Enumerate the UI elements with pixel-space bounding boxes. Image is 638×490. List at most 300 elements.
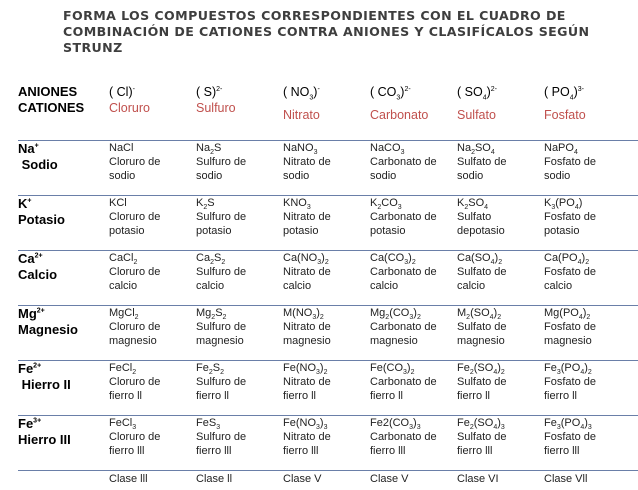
compound-formula: [196, 141, 283, 155]
formula-part: ): [407, 362, 411, 374]
cation-name: Magnesio: [18, 322, 109, 338]
formula-part: SO: [468, 197, 484, 209]
formula-part: ): [497, 362, 501, 374]
compound-cell: [109, 251, 196, 306]
cation-symbol-line: [18, 196, 109, 212]
formula-subscript: 3: [316, 369, 320, 376]
anion-formula-text: ( CO: [370, 85, 396, 99]
cation-row: [18, 416, 638, 471]
cation-name: Hierro II: [18, 377, 109, 393]
anion-name: Nitrato: [283, 107, 370, 123]
formula-subscript: 2: [385, 314, 389, 321]
compound-name-line-2: magnesio: [109, 334, 196, 348]
compound-formula: [544, 196, 638, 210]
compound-formula: [283, 196, 370, 210]
strunz-class: Clase V: [283, 471, 370, 490]
compound-name-line-1: Nitrato de: [283, 210, 370, 224]
compound-name-line-2: sodio: [457, 169, 544, 183]
compound-name-line-1: Cloruro de: [109, 430, 196, 444]
compound-name-line-1: Nitrato de: [283, 265, 370, 279]
compound-cell: [544, 361, 638, 416]
formula-subscript: 3: [316, 424, 320, 431]
compound-name-line-2: fierro lll: [109, 444, 196, 458]
anion-header: [109, 84, 196, 141]
compound-name-line-1: Cloruro de: [109, 320, 196, 334]
compound-formula: [109, 251, 196, 265]
compound-cell: [283, 196, 370, 251]
compound-name-line-2: sodio: [544, 169, 638, 183]
strunz-class: Clase ll: [196, 471, 283, 490]
formula-part: ): [413, 417, 417, 429]
compound-name-line-1: Fosfato de: [544, 155, 638, 169]
formula-part: Ca(NO: [283, 252, 317, 264]
cation-cell: [18, 196, 109, 251]
formula-part: Fe(NO: [283, 417, 316, 429]
formula-subscript: 2: [133, 259, 137, 266]
anion-header: [457, 84, 544, 141]
formula-part: FeCl: [109, 417, 132, 429]
compound-name-line-2: fierro ll: [109, 389, 196, 403]
compound-name-line-2: calcio: [544, 279, 638, 293]
compound-name-line-1: Sulfuro de: [196, 210, 283, 224]
formula-part: ): [494, 307, 498, 319]
formula-part: Fe: [544, 362, 557, 374]
compound-formula: [457, 416, 544, 430]
anion-formula-text: ( Cl): [109, 85, 133, 99]
formula-subscript: 3: [404, 259, 408, 266]
formula-part: ): [413, 307, 417, 319]
compound-cell: [283, 416, 370, 471]
title-line-1: FORMA LOS COMPUESTOS CORRESPONDIENTES CON EL CUADRO DE: [63, 8, 633, 24]
compound-name-line-1: Sulfato de: [457, 430, 544, 444]
compound-name-line-2: potasio: [370, 224, 457, 238]
compound-name-line-1: Cloruro de: [109, 265, 196, 279]
cation-symbol: Fe: [18, 361, 33, 376]
strunz-class: Clase lll: [109, 471, 196, 490]
formula-part: Na: [196, 142, 210, 154]
compound-name-line-1: Sulfato: [457, 210, 544, 224]
anion-formula: [544, 84, 638, 107]
formula-subscript: 2: [211, 314, 215, 321]
compound-formula: [109, 141, 196, 155]
formula-subscript: 4: [491, 259, 495, 266]
formula-subscript: 4: [490, 314, 494, 321]
formula-part: CaCl: [109, 252, 133, 264]
formula-subscript: 2: [466, 314, 470, 321]
anion-formula: [109, 84, 196, 100]
compound-cell: [370, 251, 457, 306]
compound-name-line-1: Nitrato de: [283, 430, 370, 444]
title-line-2: COMBINACIÓN DE CATIONES CONTRA ANIONES Y CLASIFÍCALOS SEGÚN: [63, 24, 633, 40]
anion-formula-text: ( S): [196, 85, 216, 99]
formula-part: (PO: [561, 362, 581, 374]
strunz-class: Clase VI: [457, 471, 544, 490]
formula-subscript: 3: [312, 314, 316, 321]
compound-name-line-2: calcio: [457, 279, 544, 293]
cation-name: Hierro III: [18, 432, 109, 448]
corner-aniones: ANIONES: [18, 84, 109, 100]
formula-part: (SO: [474, 417, 494, 429]
formula-part: S: [215, 307, 222, 319]
cation-charge: 2+: [33, 363, 41, 370]
formula-part: FeS: [196, 417, 216, 429]
formula-subscript: 2: [220, 369, 224, 376]
compound-cell: [283, 251, 370, 306]
compound-formula: [283, 251, 370, 265]
compound-name-line-2: magnesio: [283, 334, 370, 348]
anion-header: [283, 84, 370, 141]
compound-name-line-1: Fosfato de: [544, 210, 638, 224]
cation-charge: 2+: [37, 308, 45, 315]
formula-subscript: 4: [579, 314, 583, 321]
formula-subscript: 4: [493, 369, 497, 376]
compound-formula: [544, 361, 638, 375]
formula-part: ): [316, 307, 320, 319]
cation-charge: 2+: [35, 253, 43, 260]
formula-subscript: 2: [497, 314, 501, 321]
anion-subscript: 3: [396, 95, 400, 102]
compound-name-line-2: magnesio: [457, 334, 544, 348]
compound-formula: [370, 361, 457, 375]
formula-part: K: [370, 197, 377, 209]
formula-part: Fe: [196, 362, 209, 374]
formula-part: ): [582, 252, 586, 264]
formula-subscript: 2: [223, 314, 227, 321]
compound-cell: [109, 141, 196, 196]
compound-cell: [283, 306, 370, 361]
compound-name-line-1: Sulfuro de: [196, 375, 283, 389]
formula-part: CO: [381, 197, 398, 209]
formula-part: Fe(NO: [283, 362, 316, 374]
anion-header: [196, 84, 283, 141]
compound-cell: [109, 306, 196, 361]
anion-header: [544, 84, 638, 141]
compound-name-line-2: fierro ll: [196, 389, 283, 403]
anion-formula-text: ( PO: [544, 85, 570, 99]
compound-name-line-1: Carbonato de: [370, 320, 457, 334]
formula-subscript: 3: [409, 424, 413, 431]
compound-cell: [196, 361, 283, 416]
compound-name-line-2: fierro ll: [457, 389, 544, 403]
formula-subscript: 2: [586, 314, 590, 321]
compound-formula: [457, 196, 544, 210]
cation-row: [18, 251, 638, 306]
compound-cell: [457, 361, 544, 416]
compound-formula: [544, 416, 638, 430]
header-row: [18, 84, 638, 141]
compound-formula: [109, 361, 196, 375]
compound-name-line-1: Nitrato de: [283, 320, 370, 334]
formula-part: (PO: [555, 197, 575, 209]
compound-cell: [109, 196, 196, 251]
anion-header: [370, 84, 457, 141]
formula-part: ): [584, 362, 588, 374]
formula-part: Fe(CO: [370, 362, 403, 374]
formula-part: ): [321, 252, 325, 264]
strunz-class-row: [18, 471, 638, 490]
compound-formula: [196, 251, 283, 265]
compound-cell: [196, 251, 283, 306]
compound-name-line-2: fierro lll: [283, 444, 370, 458]
formula-subscript: 3: [307, 204, 311, 211]
cation-name: Sodio: [18, 157, 109, 173]
formula-part: K: [457, 197, 464, 209]
anion-name: Sulfuro: [196, 100, 283, 116]
formula-part: S: [207, 197, 214, 209]
compound-formula: [109, 196, 196, 210]
compound-cell: [457, 416, 544, 471]
compound-name-line-2: potasio: [544, 224, 638, 238]
cation-cell: [18, 361, 109, 416]
cation-symbol-line: [18, 361, 109, 377]
anion-charge: -: [317, 86, 319, 93]
formula-subscript: 4: [574, 149, 578, 156]
formula-part: K: [196, 197, 203, 209]
formula-subscript: 2: [324, 369, 328, 376]
anion-close: ): [574, 85, 578, 99]
anion-charge: 3-: [578, 86, 584, 93]
compound-formula: [109, 416, 196, 430]
formula-part: SO: [475, 142, 491, 154]
formula-part: S: [213, 362, 220, 374]
compound-cell: [283, 361, 370, 416]
compound-name-line-2: potasio: [109, 224, 196, 238]
compound-name-line-2: sodio: [370, 169, 457, 183]
compound-name-line-2: sodio: [196, 169, 283, 183]
formula-part: Fe2(CO: [370, 417, 409, 429]
compound-formula: [457, 361, 544, 375]
cation-symbol: Mg: [18, 306, 37, 321]
anion-formula: [370, 84, 457, 107]
compound-cell: [544, 196, 638, 251]
formula-subscript: 2: [412, 259, 416, 266]
formula-part: K: [544, 197, 551, 209]
compound-cell: [196, 306, 283, 361]
compound-name-line-1: Sulfato de: [457, 375, 544, 389]
compound-name-line-2: calcio: [109, 279, 196, 293]
formula-subscript: 3: [216, 424, 220, 431]
formula-subscript: 3: [401, 149, 405, 156]
compound-name-line-1: Sulfuro de: [196, 155, 283, 169]
compound-name-line-2: calcio: [196, 279, 283, 293]
formula-part: (SO: [470, 307, 490, 319]
cation-symbol: Ca: [18, 251, 35, 266]
compound-name-line-1: Sulfuro de: [196, 430, 283, 444]
formula-subscript: 2: [498, 259, 502, 266]
cation-cell: [18, 416, 109, 471]
title-line-3: STRUNZ: [63, 40, 633, 56]
formula-part: Fe: [457, 362, 470, 374]
compound-formula: [544, 306, 638, 320]
formula-part: (PO: [561, 417, 581, 429]
compound-cell: [370, 196, 457, 251]
formula-part: Ca: [196, 252, 210, 264]
formula-subscript: 4: [493, 424, 497, 431]
compound-formula: [196, 196, 283, 210]
cation-charge: 3+: [33, 418, 41, 425]
compound-cell: [544, 416, 638, 471]
compound-cell: [283, 141, 370, 196]
cation-name: Potasio: [18, 212, 109, 228]
anion-formula-text: ( NO: [283, 85, 309, 99]
compound-formula: [544, 251, 638, 265]
compound-name-line-2: fierro lll: [370, 444, 457, 458]
formula-subscript: 2: [203, 204, 207, 211]
compound-name-line-1: Carbonato de: [370, 375, 457, 389]
compound-cell: [196, 141, 283, 196]
compound-cell: [457, 141, 544, 196]
formula-part: NaNO: [283, 142, 314, 154]
formula-subscript: 2: [377, 204, 381, 211]
formula-subscript: 3: [132, 424, 136, 431]
corner-cationes: CATIONES: [18, 100, 109, 116]
compound-formula: [283, 306, 370, 320]
formula-part: KCl: [109, 197, 127, 209]
compound-formula: [457, 306, 544, 320]
cation-name: Calcio: [18, 267, 109, 283]
formula-part: M(NO: [283, 307, 312, 319]
cation-symbol: Fe: [18, 416, 33, 431]
formula-part: NaPO: [544, 142, 574, 154]
cation-symbol-line: [18, 141, 109, 157]
formula-subscript: 2: [320, 314, 324, 321]
anion-close: ): [487, 85, 491, 99]
formula-part: Mg(PO: [544, 307, 579, 319]
compound-name-line-2: sodio: [109, 169, 196, 183]
formula-part: ): [579, 197, 583, 209]
formula-subscript: 2: [470, 369, 474, 376]
compound-name-line-2: magnesio: [544, 334, 638, 348]
anion-charge: 2-: [491, 86, 497, 93]
anion-formula: [457, 84, 544, 107]
anion-subscript: 4: [483, 95, 487, 102]
cation-charge: +: [35, 143, 39, 150]
formula-subscript: 4: [575, 204, 579, 211]
compound-name-line-2: magnesio: [370, 334, 457, 348]
compound-formula: [370, 196, 457, 210]
compound-name-line-2: depotasio: [457, 224, 544, 238]
compound-name-line-2: fierro lll: [196, 444, 283, 458]
compound-cell: [196, 416, 283, 471]
formula-part: S: [214, 142, 221, 154]
compound-name-line-1: Sulfuro de: [196, 320, 283, 334]
anion-subscript: 3: [309, 95, 313, 102]
formula-subscript: 2: [221, 259, 225, 266]
cation-row: [18, 196, 638, 251]
formula-part: ): [583, 307, 587, 319]
cation-row: [18, 141, 638, 196]
compound-formula: [457, 251, 544, 265]
compound-name-line-2: fierro lll: [457, 444, 544, 458]
formula-part: ): [497, 417, 501, 429]
anion-close: ): [400, 85, 404, 99]
compound-formula: [370, 416, 457, 430]
compound-cell: [457, 306, 544, 361]
compound-name-line-2: magnesio: [196, 334, 283, 348]
formula-subscript: 4: [580, 369, 584, 376]
compound-cell: [457, 251, 544, 306]
formula-subscript: 2: [470, 424, 474, 431]
formula-subscript: 2: [325, 259, 329, 266]
formula-subscript: 3: [557, 369, 561, 376]
formula-subscript: 2: [411, 369, 415, 376]
formula-part: ): [320, 362, 324, 374]
formula-part: Na: [457, 142, 471, 154]
compound-formula: [544, 141, 638, 155]
strunz-class: Clase Vll: [544, 471, 638, 490]
formula-part: Mg: [196, 307, 211, 319]
formula-part: ): [495, 252, 499, 264]
anion-name: Carbonato: [370, 107, 457, 123]
compound-name-line-2: potasio: [283, 224, 370, 238]
compound-formula: [109, 306, 196, 320]
formula-subscript: 3: [417, 424, 421, 431]
compound-formula: [196, 306, 283, 320]
compound-name-line-1: Fosfato de: [544, 430, 638, 444]
formula-subscript: 2: [210, 149, 214, 156]
compound-name-line-1: Carbonato de: [370, 430, 457, 444]
formula-subscript: 3: [314, 149, 318, 156]
formula-part: Ca(CO: [370, 252, 404, 264]
compound-name-line-2: fierro ll: [370, 389, 457, 403]
formula-subscript: 3: [588, 424, 592, 431]
formula-subscript: 2: [209, 369, 213, 376]
anion-name: Cloruro: [109, 100, 196, 116]
compound-name-line-2: fierro ll: [544, 389, 638, 403]
formula-subscript: 2: [135, 314, 139, 321]
cation-charge: +: [27, 198, 31, 205]
formula-subscript: 2: [501, 369, 505, 376]
formula-subscript: 2: [585, 259, 589, 266]
formula-subscript: 3: [409, 314, 413, 321]
formula-subscript: 2: [588, 369, 592, 376]
formula-part: NaCO: [370, 142, 401, 154]
formula-subscript: 3: [398, 204, 402, 211]
compound-cell: [109, 361, 196, 416]
formula-subscript: 4: [578, 259, 582, 266]
compound-name-line-1: Carbonato de: [370, 265, 457, 279]
formula-part: Ca(SO: [457, 252, 491, 264]
cation-cell: [18, 251, 109, 306]
formula-subscript: 4: [580, 424, 584, 431]
compound-name-line-1: Cloruro de: [109, 375, 196, 389]
corner-header: [18, 84, 109, 141]
compound-cell: [544, 251, 638, 306]
formula-part: S: [214, 252, 221, 264]
formula-subscript: 3: [551, 204, 555, 211]
cation-cell: [18, 306, 109, 361]
formula-subscript: 2: [132, 369, 136, 376]
compound-name-line-2: calcio: [370, 279, 457, 293]
page-title: [63, 8, 633, 56]
compound-name-line-1: Fosfato de: [544, 320, 638, 334]
compound-name-line-1: Sulfuro de: [196, 265, 283, 279]
compound-formula: [283, 141, 370, 155]
formula-part: (SO: [474, 362, 494, 374]
cation-cell: [18, 141, 109, 196]
formula-subscript: 2: [464, 204, 468, 211]
compound-formula: [196, 361, 283, 375]
compound-name-line-2: fierro lll: [544, 444, 638, 458]
compound-name-line-2: potasio: [196, 224, 283, 238]
compound-cell: [196, 196, 283, 251]
compound-formula: [283, 416, 370, 430]
formula-subscript: 4: [491, 149, 495, 156]
anion-charge: 2-: [404, 86, 410, 93]
compound-formula: [370, 306, 457, 320]
formula-part: ): [408, 252, 412, 264]
cation-symbol: K: [18, 196, 27, 211]
